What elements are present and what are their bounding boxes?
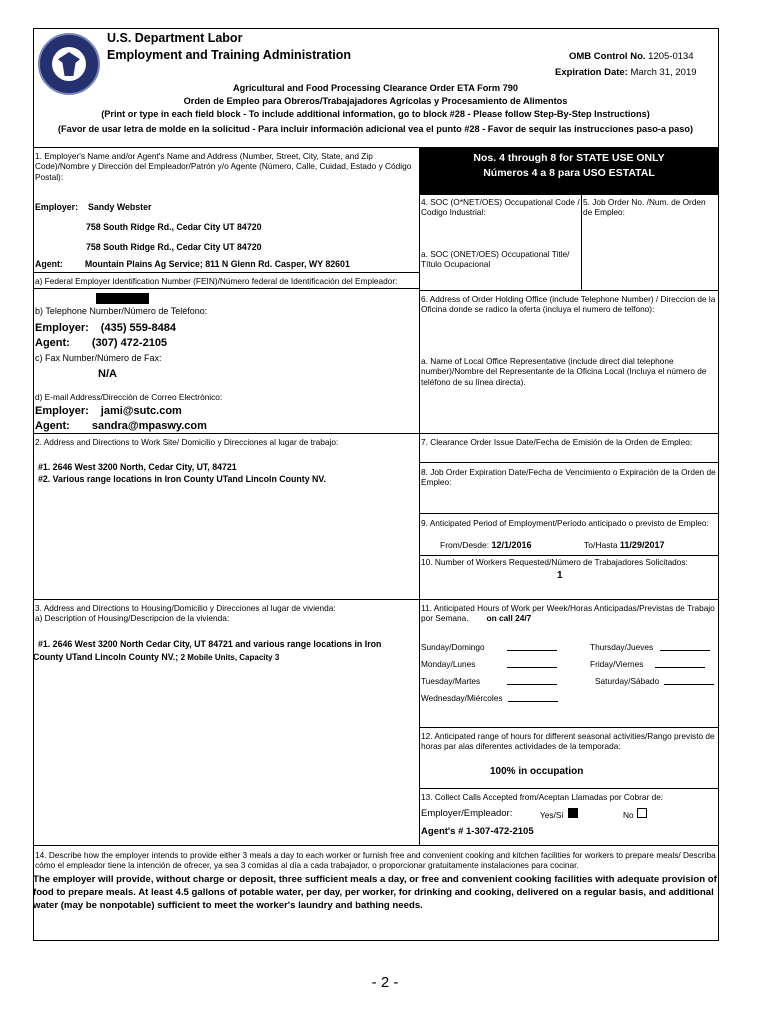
worksite-line-1[interactable]: #1. 2646 West 3200 North, Cedar City, UT, 84721 bbox=[38, 462, 237, 472]
form-title-english: Agricultural and Food Processing Clearance Order ETA Form 790 bbox=[233, 83, 518, 93]
day-friday[interactable]: Friday/Viernes bbox=[590, 659, 644, 669]
block9-label: 9. Anticipated Period of Employment/Período anticipado o previsto de Empleo: bbox=[421, 518, 709, 528]
block7-label: 7. Clearance Order Issue Date/Fecha de Emisión de la Orden de Empleo: bbox=[421, 437, 693, 447]
block8-label: 8. Job Order Expiration Date/Fecha de Vencimiento o Expiración de la Orden de Empleo: bbox=[421, 467, 716, 488]
fein-label: a) Federal Employer Identification Number (FEIN)/Número federal de Identificación del Empleador: bbox=[35, 276, 398, 286]
meals-description-field[interactable]: The employer will provide, without charge or deposit, three sufficient meals a day, or free and convenient cooking facilities with adequate provision of food to prepare meals. At least 4.5 gallons of potable water, per day, per worker, for drinking and cooking, delivered on a regular basis, and additional water (may be nonpotable) sufficient to meet the worker's laundry and bathing needs. bbox=[33, 874, 717, 911]
agency-name: Employment and Training Administration bbox=[107, 48, 352, 62]
fein-redacted-value bbox=[96, 293, 149, 304]
day-monday[interactable]: Monday/Lunes bbox=[421, 659, 476, 669]
tuesday-hours-blank[interactable] bbox=[507, 676, 557, 685]
block3-label: 3. Address and Directions to Housing/Domicilio y Direcciones al lugar de vivienda: a) Description of Housing/Descripcion de la vivienda: bbox=[35, 603, 336, 624]
page-number: - 2 - bbox=[371, 974, 399, 991]
block14-label: 14. Describe how the employer intends to provide either 3 meals a day to each worker or furnish free and convenient cooking and kitchen facilities for workers to prepare meals/ Describa cómo el empleador tiene la intención de ofrecer, ya sea 3 comidas al día a cada trabajador, o proporcionar gratuitamente instalaciones para cocinar. bbox=[35, 850, 716, 871]
agent-collect-number[interactable]: Agent's # 1-307-472-2105 bbox=[421, 826, 534, 837]
collect-calls-no-label: No bbox=[623, 810, 634, 820]
phone-employer-field[interactable]: Employer: (435) 559-8484 bbox=[35, 322, 177, 334]
sunday-hours-blank[interactable] bbox=[507, 642, 557, 651]
worksite-line-2[interactable]: #2. Various range locations in Iron County UTand Lincoln County NV. bbox=[38, 474, 326, 484]
block10-label: 10. Number of Workers Requested/Número de Trabajadores Solicitados: bbox=[421, 557, 688, 567]
department-name: U.S. Department Labor bbox=[107, 31, 243, 45]
day-tuesday[interactable]: Tuesday/Martes bbox=[421, 676, 481, 686]
block1-label: 1. Employer's Name and/or Agent's Name and Address (Number, Street, City, State, and Zip Code)/Nombre y Dirección del Empleador/Patrón y/o Agente (Número, Calle, Cuidad, Estado y Código Postal): bbox=[35, 151, 412, 182]
block12-label: 12. Anticipated range of hours for different seasonal activities/Rango previsto de horas par alas diferentes actividades de la temporada: bbox=[421, 731, 715, 752]
housing-line-1[interactable]: #1. 2646 West 3200 North Cedar City, UT 84721 and various range locations in Iron bbox=[38, 639, 382, 649]
day-sunday[interactable]: Sunday/Domingo bbox=[421, 642, 485, 652]
day-saturday[interactable]: Saturday/Sábado bbox=[595, 676, 660, 686]
saturday-hours-blank[interactable] bbox=[664, 676, 714, 685]
instructions-spanish: (Favor de usar letra de molde en la solicitud - Para incluir información adicional vea el punto #28 - Favor de sequir las instrucciones paso-a paso) bbox=[57, 124, 694, 134]
omb-control-number: OMB Control No. 1205-0134 bbox=[569, 51, 694, 62]
seasonal-hours-field[interactable]: 100% in occupation bbox=[490, 766, 584, 777]
housing-line-2[interactable]: County UTand Lincoln County NV.; 2 Mobile Units, Capacity 3 bbox=[33, 652, 280, 662]
block13-label: 13. Collect Calls Accepted from/Aceptan Llamadas por Cobrar de: bbox=[421, 792, 664, 802]
collect-calls-employer-label: Employer/Empleador: bbox=[421, 808, 513, 819]
instructions-english: (Print or type in each field block - To include additional information, go to block #28 - Please follow Step-By-Step Instructions) bbox=[101, 109, 650, 119]
block6-label: 6. Address of Order Holding Office (include Telephone Number) / Direccion de la Oficina donde se radico la oferta (incluya el numero de telfono): bbox=[421, 294, 716, 315]
day-thursday[interactable]: Thursday/Jueves bbox=[590, 642, 654, 652]
form-title-spanish: Orden de Empleo para Obreros/Trabajajadores Agrícolas y Procesamiento de Alimentos bbox=[183, 96, 568, 106]
agent-field[interactable]: Agent: Mountain Plains Ag Service; 811 N Glenn Rd. Casper, WY 82601 bbox=[35, 259, 350, 269]
block4-label: 4. SOC (O*NET/OES) Occupational Code / Codigo Industrial: bbox=[421, 197, 580, 218]
wednesday-hours-blank[interactable] bbox=[508, 693, 558, 702]
workers-requested-field[interactable]: 1 bbox=[557, 570, 563, 581]
monday-hours-blank[interactable] bbox=[507, 659, 557, 668]
expiration-date: Expiration Date: March 31, 2019 bbox=[555, 67, 697, 78]
block11-label: 11. Anticipated Hours of Work per Week/Horas Anticipadas/Previstas de Trabajo por Semana. on call 24/7 bbox=[421, 603, 715, 624]
employer-address-field[interactable]: 758 South Ridge Rd., Cedar City UT 84720 bbox=[86, 222, 262, 232]
collect-calls-yes-label: Yes/Sí bbox=[540, 810, 564, 820]
fax-field[interactable]: N/A bbox=[98, 368, 117, 380]
employment-from-field[interactable]: From/Desde: 12/1/2016 bbox=[440, 540, 532, 550]
block5-label: 5. Job Order No. /Num. de Orden de Empleo: bbox=[583, 197, 706, 218]
email-employer-field[interactable]: Employer: jami@sutc.com bbox=[35, 405, 182, 417]
block4a-label: a. SOC (ONET/OES) Occupational Title/ Título Ocupacional bbox=[421, 249, 570, 270]
email-agent-field[interactable]: Agent: sandra@mpaswy.com bbox=[35, 420, 207, 432]
hours-per-week-value: on call 24/7 bbox=[486, 613, 532, 624]
collect-calls-no-checkbox[interactable] bbox=[637, 808, 647, 818]
agent-address-line[interactable]: 758 South Ridge Rd., Cedar City UT 84720 bbox=[86, 242, 262, 252]
email-label: d) E-mail Address/Dirección de Correo Electrónico: bbox=[35, 392, 223, 402]
employment-to-field[interactable]: To/Hasta 11/29/2017 bbox=[584, 540, 665, 550]
friday-hours-blank[interactable] bbox=[655, 659, 705, 668]
phone-agent-field[interactable]: Agent: (307) 472-2105 bbox=[35, 337, 168, 349]
thursday-hours-blank[interactable] bbox=[660, 642, 710, 651]
phone-label: b) Telephone Number/Número de Teléfono: bbox=[35, 306, 208, 316]
collect-calls-yes-checkbox[interactable] bbox=[568, 808, 578, 818]
day-wednesday[interactable]: Wednesday/Miércoles bbox=[421, 693, 503, 703]
block6a-label: a. Name of Local Office Representative (include direct dial telephone number)/Nombre del Representante de la Oficina Local (Incluya el número de teléfono de su línea directa). bbox=[421, 356, 707, 387]
fax-label: c) Fax Number/Número de Fax: bbox=[35, 353, 162, 363]
block2-label: 2. Address and Directions to Work Site/ Domicilio y Direcciones al lugar de trabajo: bbox=[35, 437, 339, 447]
employer-name-field[interactable]: Employer: Sandy Webster bbox=[35, 202, 152, 212]
state-use-only-header: Nos. 4 through 8 for STATE USE ONLY Números 4 a 8 para USO ESTATAL bbox=[420, 148, 718, 194]
